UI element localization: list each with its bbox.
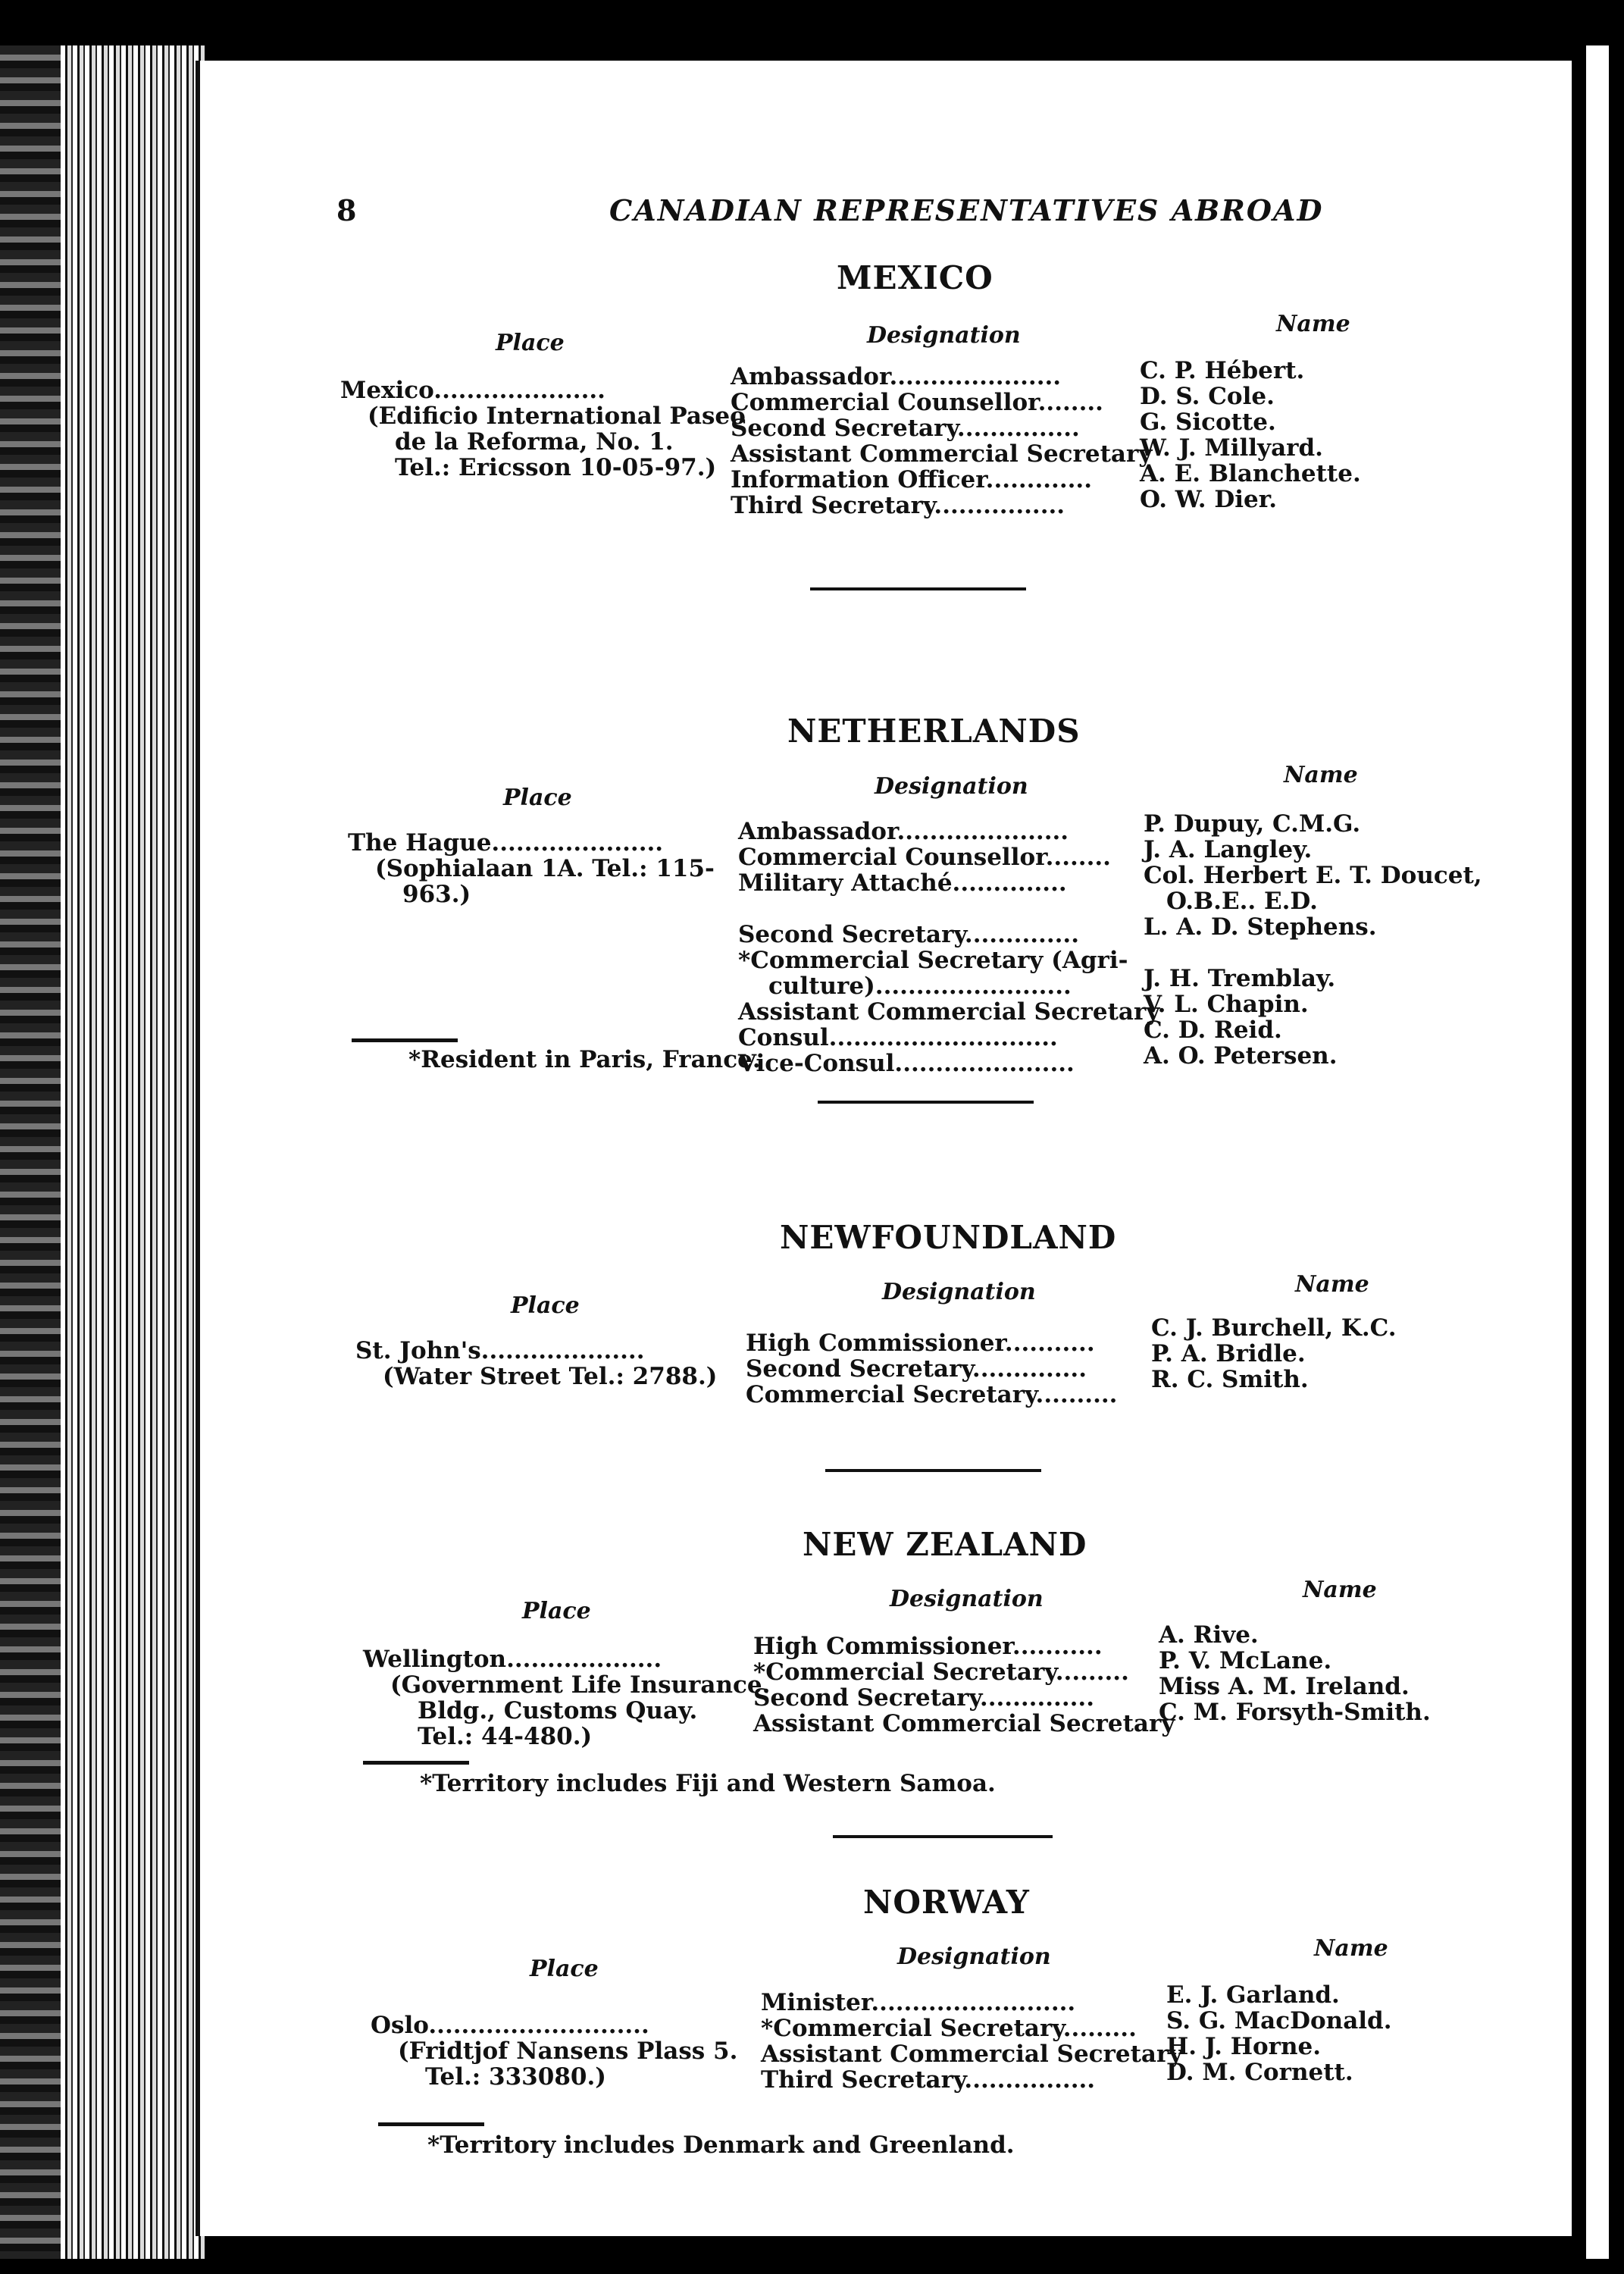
name-item: C. M. Forsyth-Smith.	[1159, 1699, 1431, 1726]
name-item: P. Dupuy, C.M.G.	[1144, 810, 1361, 838]
designation-item: Second Secretary..............	[753, 1684, 1094, 1712]
section-divider	[825, 1469, 1041, 1472]
designation-item: Second Secretary...............	[731, 415, 1080, 442]
name-item: O. W. Dier.	[1140, 486, 1278, 513]
place-telephone: Tel.: 44-480.)	[418, 1723, 593, 1750]
designation-column-heading: Designation	[867, 322, 1021, 349]
name-item: S. G. MacDonald.	[1166, 2007, 1392, 2034]
place-address: (Edificio International Paseo	[368, 402, 746, 430]
designation-column-heading: Designation	[882, 1279, 1036, 1305]
name-list	[1166, 1982, 1392, 2085]
place-address: (Sophialaan 1A. Tel.: 115-	[375, 855, 715, 882]
name-item: P. V. McLane.	[1159, 1647, 1332, 1674]
designation-column-heading: Designation	[875, 773, 1028, 800]
name-item: C. J. Burchell, K.C.	[1151, 1314, 1397, 1342]
country-heading: NEWFOUNDLAND	[780, 1219, 1117, 1256]
designation-item: Minister.........................	[761, 1989, 1076, 2016]
designation-item	[738, 896, 1159, 922]
designation-item: Ambassador.....................	[738, 818, 1069, 845]
name-item: O.B.E.. E.D.	[1166, 888, 1318, 915]
section-divider	[818, 1101, 1034, 1104]
name-item: L. A. D. Stephens.	[1144, 913, 1377, 941]
footnote-rule	[378, 2122, 484, 2126]
name-item: R. C. Smith.	[1151, 1366, 1309, 1393]
designation-item: Ambassador.....................	[731, 363, 1062, 390]
place-telephone: Tel.: Ericsson 10-05-97.)	[395, 454, 717, 481]
place-city: Wellington...................	[363, 1646, 662, 1673]
footnote-rule	[352, 1038, 458, 1042]
place-column-heading: Place	[530, 1956, 599, 1982]
place-address: (Government Life Insurance.	[390, 1671, 771, 1699]
footnote: *Territory includes Denmark and Greenland.	[427, 2131, 1015, 2159]
name-list	[1159, 1622, 1431, 1725]
designation-list	[761, 1990, 1182, 2093]
designation-column-heading: Designation	[890, 1586, 1044, 1612]
designation-item: Commercial Counsellor........	[738, 844, 1111, 871]
page-number: 8	[336, 193, 358, 227]
place-column-heading: Place	[522, 1598, 591, 1624]
country-heading: NETHERLANDS	[787, 713, 1081, 750]
section-divider	[810, 587, 1026, 590]
place-city: Mexico.....................	[340, 377, 605, 404]
designation-item: Consul............................	[738, 1024, 1058, 1051]
name-item: Col. Herbert E. T. Doucet,	[1144, 862, 1482, 889]
document-page	[196, 61, 1572, 2236]
name-list	[1140, 358, 1361, 512]
place-block	[371, 2012, 737, 2090]
name-item: W. J. Millyard.	[1140, 434, 1323, 462]
name-item: J. H. Tremblay.	[1144, 965, 1336, 992]
designation-item: Assistant Commercial Secretary	[731, 440, 1153, 468]
designation-item: culture)........................	[768, 973, 1072, 1000]
footnote: *Territory includes Fiji and Western Samoa.	[420, 1770, 996, 1797]
place-address: (Water Street Tel.: 2788.)	[383, 1363, 718, 1390]
designation-item: *Commercial Secretary.........	[753, 1659, 1129, 1686]
place-column-heading: Place	[496, 330, 565, 356]
name-item: J. A. Langley.	[1144, 836, 1313, 863]
name-item: H. J. Horne.	[1166, 2033, 1322, 2060]
designation-list	[731, 364, 1152, 518]
country-heading: NORWAY	[863, 1884, 1030, 1921]
designation-item: Second Secretary..............	[738, 921, 1079, 948]
designation-item: Information Officer.............	[731, 466, 1092, 493]
name-list	[1151, 1315, 1397, 1392]
name-column-heading: Name	[1295, 1271, 1369, 1298]
country-heading: NEW ZEALAND	[803, 1526, 1087, 1563]
name-item: A. E. Blanchette.	[1140, 460, 1361, 487]
designation-item: Third Secretary................	[731, 492, 1065, 519]
country-heading: MEXICO	[837, 259, 993, 296]
name-item: C. D. Reid.	[1144, 1016, 1282, 1044]
footnote-rule	[363, 1761, 469, 1765]
designation-item: Assistant Commercial Secretary	[753, 1710, 1175, 1737]
place-telephone: 963.)	[402, 881, 471, 908]
designation-item: High Commissioner...........	[746, 1330, 1095, 1357]
designation-item: Second Secretary..............	[746, 1355, 1087, 1383]
place-city: Oslo...........................	[371, 2012, 649, 2039]
designation-item: *Commercial Secretary.........	[761, 2015, 1137, 2042]
name-list	[1144, 811, 1482, 1069]
place-city: St. John's....................	[355, 1337, 645, 1364]
place-address: de la Reforma, No. 1.	[395, 428, 674, 456]
place-city: The Hague.....................	[348, 829, 664, 857]
name-column-heading: Name	[1276, 311, 1350, 337]
designation-item: Vice-Consul......................	[738, 1050, 1075, 1077]
designation-list	[738, 819, 1159, 1076]
name-item: Miss A. M. Ireland.	[1159, 1673, 1410, 1700]
place-block	[363, 1646, 770, 1749]
designation-item: Assistant Commercial Secretary	[761, 2041, 1183, 2068]
name-item: A. O. Petersen.	[1144, 1042, 1338, 1070]
place-column-heading: Place	[511, 1292, 580, 1319]
footnote: *Resident in Paris, France.	[408, 1046, 761, 1073]
place-block	[348, 830, 715, 907]
designation-column-heading: Designation	[897, 1944, 1051, 1970]
name-column-heading: Name	[1303, 1577, 1377, 1603]
designation-item: Military Attaché..............	[738, 869, 1067, 897]
designation-item: *Commercial Secretary (Agri-	[738, 947, 1128, 974]
place-block	[340, 377, 746, 481]
name-item	[1144, 940, 1482, 966]
name-item: V. L. Chapin.	[1144, 991, 1309, 1018]
designation-item: Third Secretary................	[761, 2066, 1096, 2094]
name-item: A. Rive.	[1159, 1621, 1259, 1649]
name-item: D. M. Cornett.	[1166, 2059, 1353, 2086]
place-column-heading: Place	[503, 785, 572, 811]
designation-item: Assistant Commercial Secretary	[738, 998, 1160, 1026]
name-column-heading: Name	[1314, 1935, 1388, 1962]
name-item: G. Sicotte.	[1140, 409, 1276, 436]
place-block	[355, 1338, 717, 1389]
name-item: E. J. Garland.	[1166, 1981, 1340, 2009]
scan-border-right	[1586, 45, 1609, 2259]
designation-item: High Commissioner...........	[753, 1633, 1103, 1660]
book-spine-shadow	[0, 45, 61, 2259]
place-address: Bldg., Customs Quay.	[418, 1697, 698, 1724]
designation-item: Commercial Counsellor........	[731, 389, 1103, 416]
designation-list	[746, 1330, 1117, 1408]
designation-item: Commercial Secretary..........	[746, 1381, 1118, 1408]
place-address: (Fridtjof Nansens Plass 5.	[398, 2038, 738, 2065]
section-divider	[833, 1835, 1053, 1838]
name-item: C. P. Hébert.	[1140, 357, 1305, 384]
name-item: P. A. Bridle.	[1151, 1340, 1306, 1367]
designation-list	[753, 1633, 1175, 1737]
name-column-heading: Name	[1284, 762, 1358, 788]
place-telephone: Tel.: 333080.)	[425, 2063, 606, 2091]
running-title: CANADIAN REPRESENTATIVES ABROAD	[609, 193, 1324, 227]
name-item: D. S. Cole.	[1140, 383, 1275, 410]
